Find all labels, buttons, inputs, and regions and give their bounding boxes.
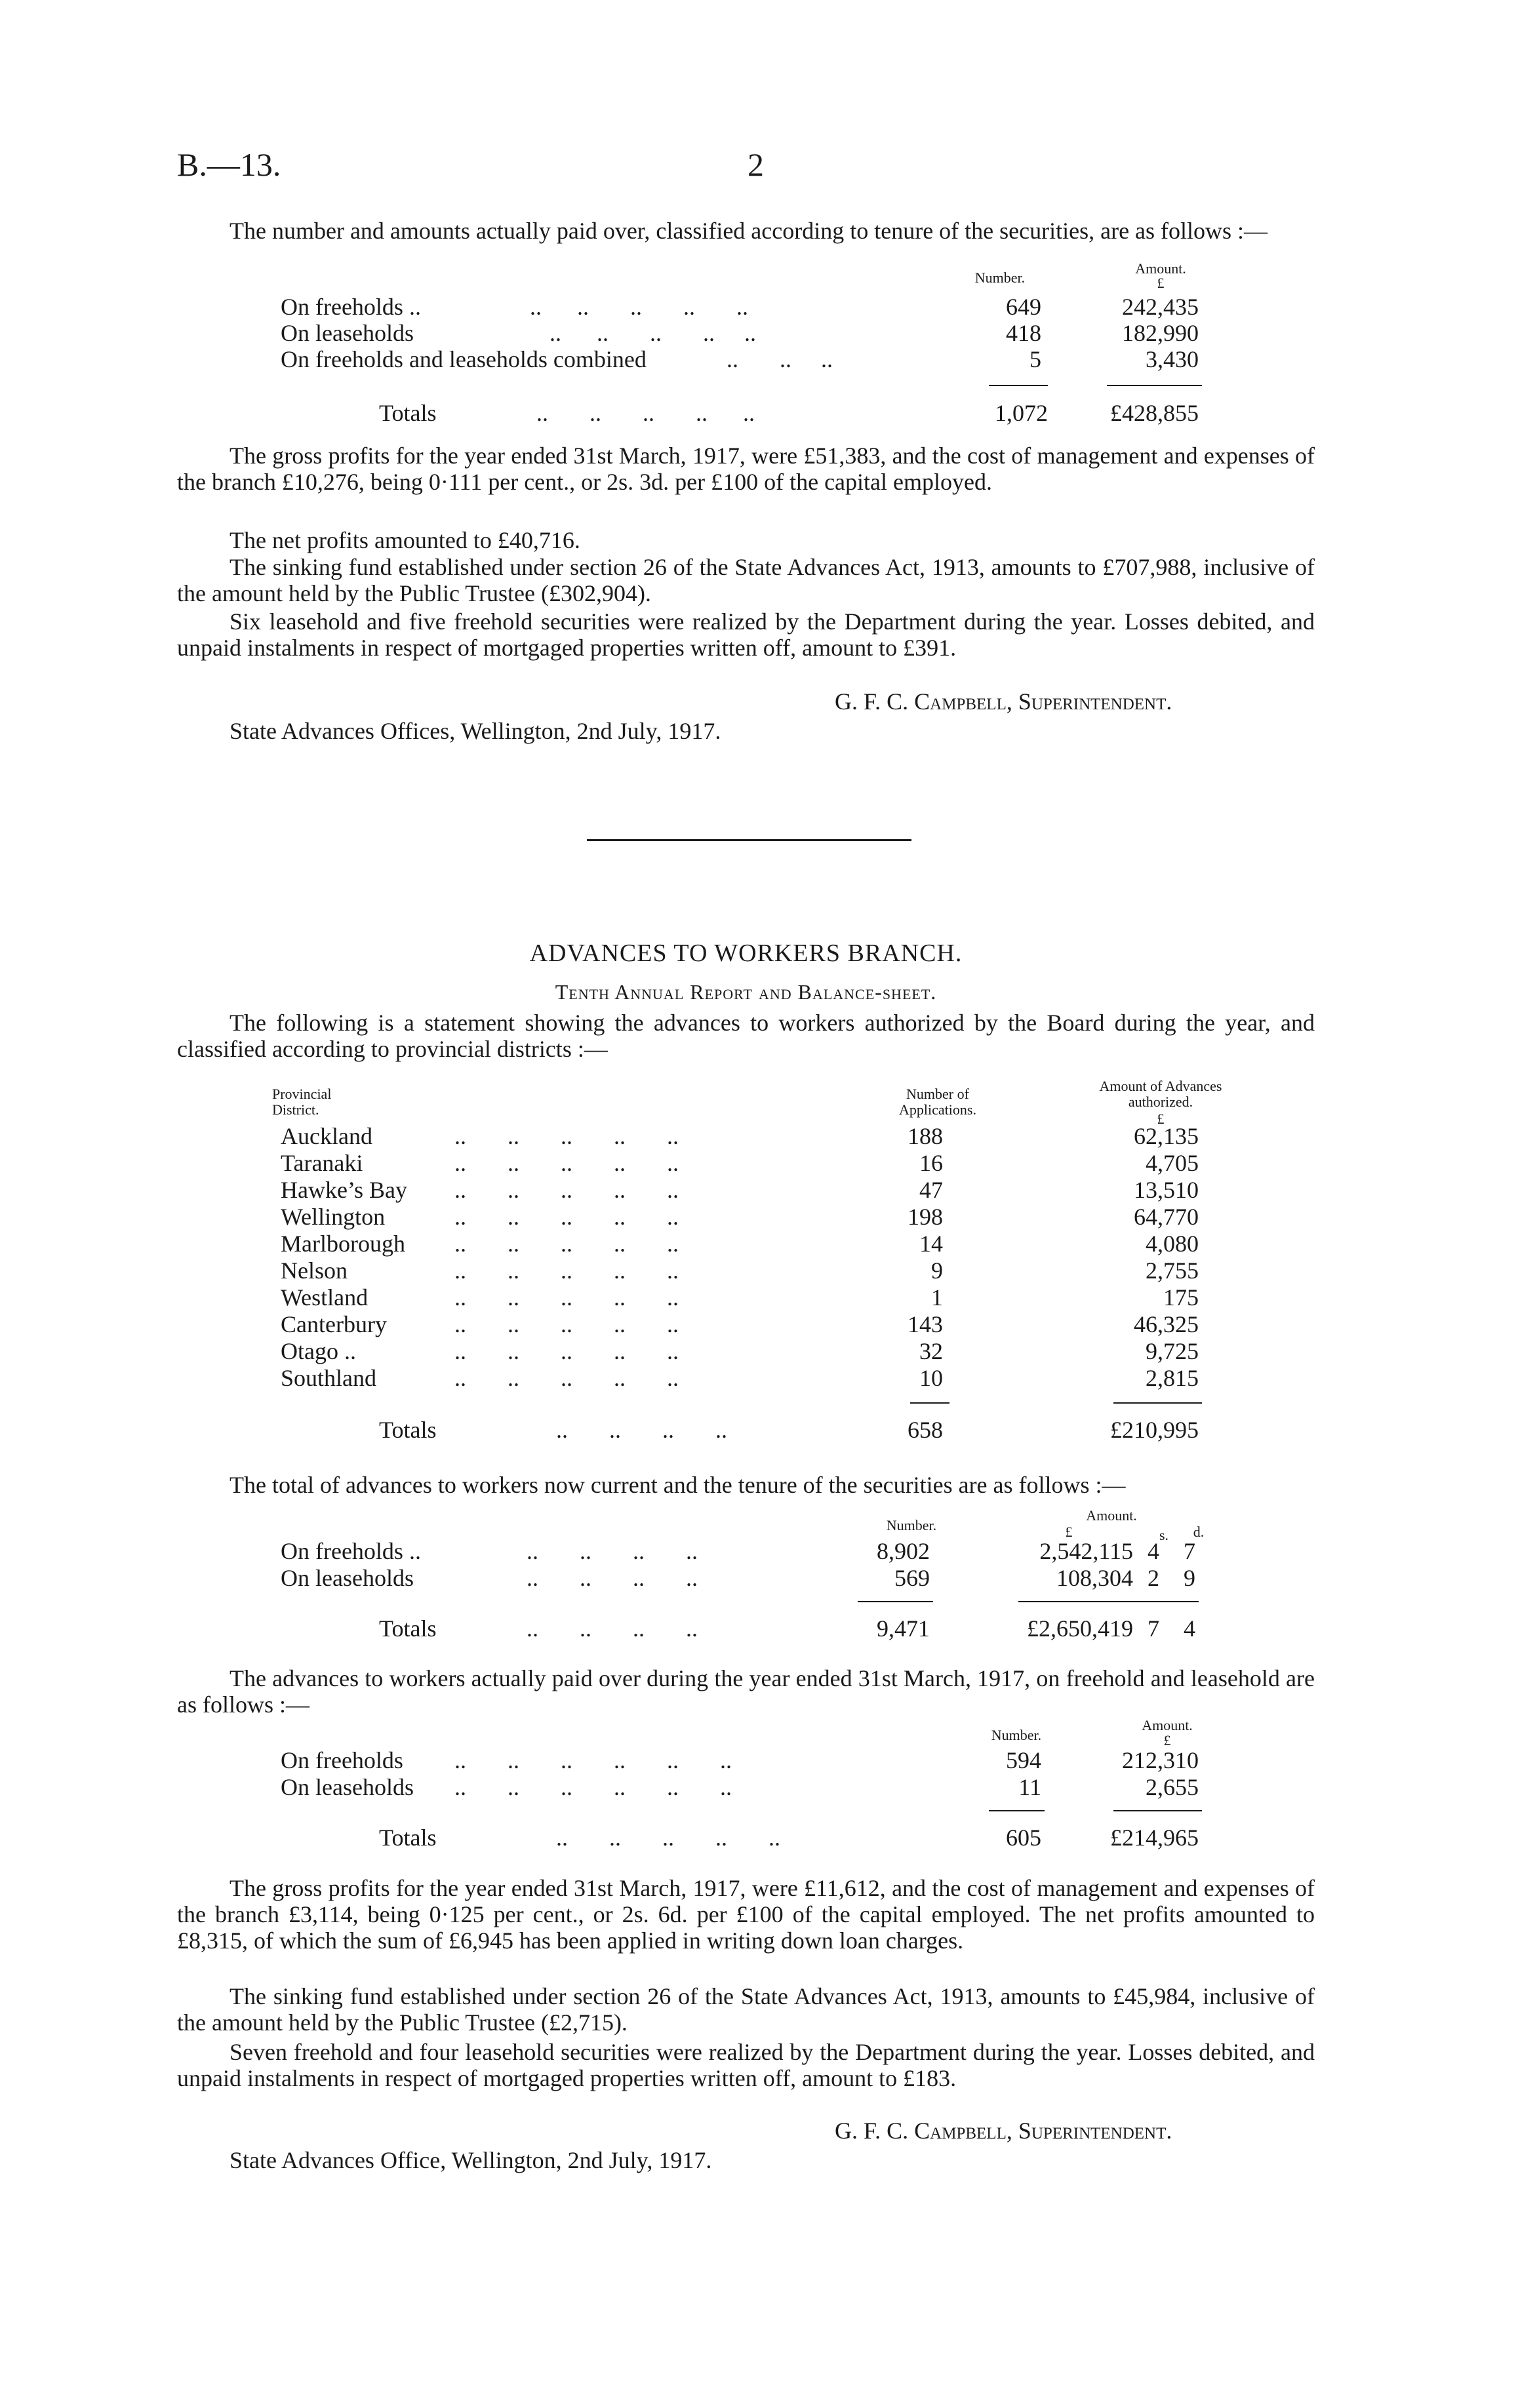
totals-row [281,1416,1225,1444]
totals-row [281,1824,1225,1851]
district-name: Westland [281,1284,369,1311]
total-rule [1107,385,1202,386]
s1-row-amount: 182,990 [1122,320,1199,346]
district-applications: 188 [908,1123,943,1149]
district-amount: 4,705 [1146,1150,1199,1176]
table-row [281,1311,1225,1338]
leader-dots: .. .. .. .. .. [454,1231,679,1257]
s1-intro: The number and amounts actually paid over, classified according to tenure of the securities, are as follows :— [230,218,1268,244]
paid-row-label: On leaseholds [281,1774,414,1800]
s1-net-profits: The net profits amounted to £40,716. [230,527,580,553]
current-row-pounds: 108,304 [1056,1565,1133,1591]
current-col-number: Number. [886,1517,937,1533]
table-row [281,1364,1225,1392]
s1-row-label: On leaseholds [281,320,414,346]
paid-totals-amount: £214,965 [1110,1825,1199,1851]
paid-row-amount: 212,310 [1122,1747,1199,1773]
leader-dots: .. .. .. .. .. [454,1257,679,1284]
district-amount: 4,080 [1146,1231,1199,1257]
current-unit-pound: £ [1065,1524,1073,1540]
leader-dots: .. .. .. .. .. [454,1204,679,1230]
table-row [281,1284,1225,1311]
district-name: Hawke’s Bay [281,1177,407,1203]
s2-intro: The following is a statement showing the advances to workers authorized by the Board during the year, and classified according to provincial districts :— [177,1010,1315,1062]
current-row-number: 8,902 [877,1538,930,1564]
s1-totals-number: 1,072 [995,400,1048,426]
s2-totals-applications: 658 [908,1417,943,1443]
paid-totals-label: Totals [379,1825,437,1851]
table-row [281,1176,1225,1204]
leader-dots: .. .. .. .. .. [454,1177,679,1203]
current-row-shillings: 2 [1148,1565,1159,1591]
table-row [281,1564,1225,1592]
table-row [281,319,1225,347]
s1-totals-amount: £428,855 [1110,400,1199,426]
section-divider [587,839,911,841]
current-row-shillings: 4 [1148,1538,1159,1564]
district-applications: 47 [919,1177,943,1203]
leader-dots: .. .. .. .. .. [454,1284,679,1311]
s1-totals-label: Totals [379,400,437,426]
district-amount: 13,510 [1134,1177,1199,1203]
table-row [281,1773,1225,1801]
leader-dots: .. .. .. .. .. [454,1338,679,1364]
district-applications: 9 [931,1257,943,1284]
s1-row-label: On freeholds and leaseholds combined [281,346,647,372]
table-row [281,345,1225,373]
table-row [281,1747,1225,1774]
district-applications: 32 [919,1338,943,1364]
current-row-pounds: 2,542,115 [1039,1538,1133,1564]
district-name: Auckland [281,1123,372,1149]
total-rule [910,1402,949,1404]
current-row-pence: 9 [1184,1565,1195,1591]
current-unit-pence: d. [1193,1524,1205,1540]
district-applications: 143 [908,1311,943,1337]
s2-paid-intro: The advances to workers actually paid over during the year ended 31st March, 1917, on freehold and leasehold are as follows :— [177,1665,1315,1718]
leader-dots: .. .. .. .. .. [549,320,756,346]
s2-sinking-fund: The sinking fund established under section 26 of the State Advances Act, 1913, amounts to £45,984, inclusive of the amount held by the Public Trustee (£2,715). [177,1983,1315,2036]
table-row [281,1230,1225,1257]
s1-row-amount: 242,435 [1122,294,1199,320]
district-amount: 2,755 [1146,1257,1199,1284]
s1-securities-realized: Six leasehold and five freehold securities were realized by the Department during the year. Losses debited, and unpaid instalments in respect of mortgaged properties written off, amount to £391. [177,608,1315,661]
totals-row [281,399,1225,427]
s1-sinking-fund: The sinking fund established under section 26 of the State Advances Act, 1913, amounts to £707,988, inclusive of the amount held by the Public Trustee (£302,904). [177,554,1315,606]
s1-gross-profits: The gross profits for the year ended 31st March, 1917, were £51,383, and the cost of management and expenses of the branch £10,276, being 0·111 per cent., or 2s. 3d. per £100 of the capital employed. [177,443,1315,495]
district-amount: 2,815 [1146,1365,1199,1391]
s2-paid-table [281,1747,1225,1865]
district-name: Nelson [281,1257,348,1284]
s2-totals-label: Totals [379,1417,437,1443]
total-rule [1018,1601,1199,1602]
s2-signature: G. F. C. Campbell, Superintendent. [835,2118,1172,2144]
district-amount: 62,135 [1134,1123,1199,1149]
paid-col-number: Number. [991,1727,1042,1743]
leader-dots: .. .. .. .. .. [454,1311,679,1337]
current-col-amount: Amount. [1086,1507,1137,1524]
district-name: Canterbury [281,1311,387,1337]
report-reference: B.—13. [177,146,281,183]
leader-dots: .. .. .. .. [527,1615,698,1642]
leader-dots: .. .. .. .. .. [530,294,748,320]
table-row [281,1257,1225,1284]
s2-gross-profits: The gross profits for the year ended 31st March, 1917, were £11,612, and the cost of management and expenses of the branch £3,114, being 0·125 per cent., or 2s. 6d. per £100 of the capital employed. The net profits amounted to £8,315, of which the sum of £6,945 has been applied in writing down loan charges. [177,1875,1315,1954]
s1-row-number: 649 [1006,294,1041,320]
s2-current-table [281,1537,1225,1655]
district-applications: 16 [919,1150,943,1176]
s2-current-intro: The total of advances to workers now current and the tenure of the securities are as follows :— [230,1472,1126,1498]
totals-row [281,1615,1225,1642]
paid-col-unit: £ [1163,1732,1171,1748]
current-totals-pence: 4 [1184,1615,1195,1642]
leader-dots: .. .. .. .. .. [454,1123,679,1149]
leader-dots: .. .. .. .. [527,1538,698,1564]
current-row-number: 569 [894,1565,930,1591]
current-row-pence: 7 [1184,1538,1195,1564]
district-amount: 64,770 [1134,1204,1199,1230]
district-applications: 1 [931,1284,943,1311]
leader-dots: .. .. .. .. .. [454,1150,679,1176]
paid-row-number: 594 [1006,1747,1041,1773]
s1-office-date: State Advances Offices, Wellington, 2nd July, 1917. [230,718,721,744]
paid-totals-number: 605 [1006,1825,1041,1851]
district-name: Otago .. [281,1338,356,1364]
leader-dots: .. .. .. [727,346,833,372]
district-name: Marlborough [281,1231,405,1257]
leader-dots: .. .. .. .. [556,1417,727,1443]
current-totals-shillings: 7 [1148,1615,1159,1642]
leader-dots: .. .. .. .. .. [454,1365,679,1391]
s2-totals-amount: £210,995 [1110,1417,1199,1443]
s2-col-advances: Amount of Advances authorized. [1099,1078,1222,1110]
current-row-label: On freeholds .. [281,1538,421,1564]
leader-dots: .. .. .. .. .. .. [454,1774,732,1800]
leader-dots: .. .. .. .. .. .. [454,1747,732,1773]
s2-office-date: State Advances Office, Wellington, 2nd July, 1917. [230,2147,712,2173]
district-applications: 14 [919,1231,943,1257]
s1-col-amount-unit: £ [1157,275,1165,291]
current-unit-shillings: s. [1159,1527,1169,1543]
total-rule [989,1810,1045,1811]
current-totals-number: 9,471 [877,1615,930,1642]
table-row [281,1122,1225,1150]
table-row [281,1537,1225,1565]
s2-subtitle: Tenth Annual Report and Balance-sheet. [555,980,937,1004]
s2-title: ADVANCES TO WORKERS BRANCH. [529,939,963,967]
paid-row-label: On freeholds [281,1747,403,1773]
leader-dots: .. .. .. .. [527,1565,698,1591]
s1-table [281,293,1225,437]
district-name: Taranaki [281,1150,363,1176]
s1-col-number: Number. [974,269,1026,286]
district-applications: 10 [919,1365,943,1391]
leader-dots: .. .. .. .. .. [536,400,755,426]
s1-row-label: On freeholds .. [281,294,421,320]
total-rule [989,385,1048,386]
s2-col-applications: Number of Applications. [899,1086,976,1118]
s1-col-amount: Amount. [1135,260,1186,277]
district-amount: 175 [1163,1284,1199,1311]
table-row [281,1149,1225,1177]
district-amount: 9,725 [1146,1338,1199,1364]
district-name: Southland [281,1365,377,1391]
paid-col-amount: Amount. [1142,1717,1193,1733]
table-row [281,1203,1225,1231]
leader-dots: .. .. .. .. .. [556,1825,780,1851]
s2-district-table [281,1122,1225,1450]
table-row [281,293,1225,321]
s1-signature: G. F. C. Campbell, Superintendent. [835,688,1172,715]
table-row [281,1337,1225,1365]
s2-securities-realized: Seven freehold and four leasehold securities were realized by the Department during the year. Losses debited, and unpaid instalments in respect of mortgaged properties written off, amount to £183. [177,2039,1315,2091]
current-row-label: On leaseholds [281,1565,414,1591]
total-rule [1113,1402,1202,1404]
s1-row-number: 418 [1006,320,1041,346]
s1-row-amount: 3,430 [1146,346,1199,372]
district-amount: 46,325 [1134,1311,1199,1337]
paid-row-number: 11 [1018,1774,1041,1800]
paid-row-amount: 2,655 [1146,1774,1199,1800]
s1-row-number: 5 [1029,346,1041,372]
total-rule [1113,1810,1202,1811]
current-totals-pounds: £2,650,419 [1027,1615,1133,1642]
district-applications: 198 [908,1204,943,1230]
s2-col-district: Provincial District. [272,1086,332,1118]
s2-col-advances-unit: £ [1157,1111,1165,1127]
district-name: Wellington [281,1204,386,1230]
total-rule [858,1601,933,1602]
current-totals-label: Totals [379,1615,437,1642]
page-number: 2 [748,146,764,183]
